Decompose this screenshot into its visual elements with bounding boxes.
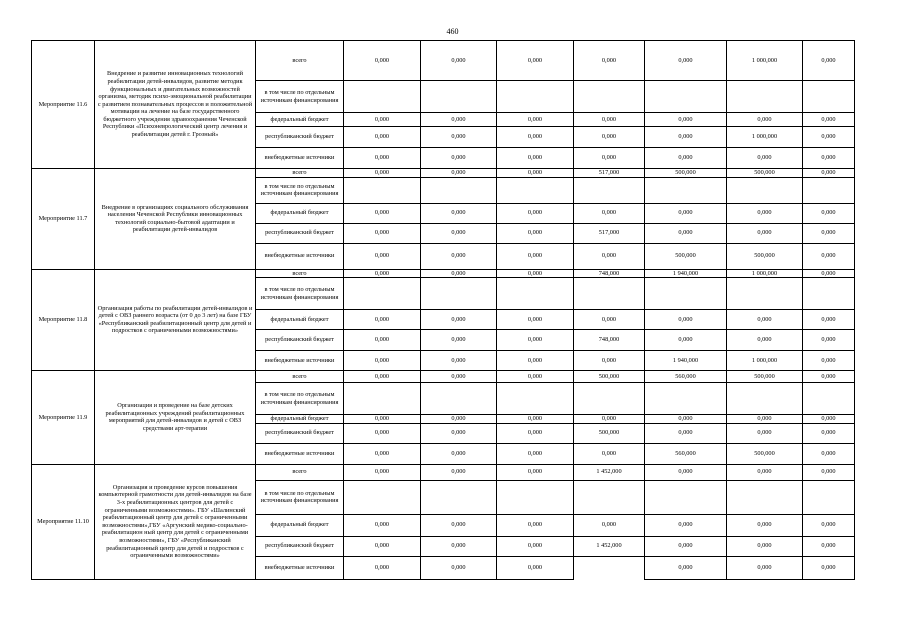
funding-source: внебюджетные источники — [256, 351, 344, 371]
amount-cell: 500,000 — [645, 169, 727, 178]
amount-cell: 500,000 — [727, 371, 803, 383]
amount-cell: 0,000 — [727, 113, 803, 127]
event-code: Мероприятие 11.6 — [32, 41, 95, 169]
amount-cell: 0,000 — [645, 310, 727, 330]
amount-cell: 0,000 — [344, 423, 421, 443]
event-description: Внедрение в организациях социального обслуживания населения Чеченской Республики инновационных технологий социально-бытовой адаптации и реабилитации детей-инвалидов — [95, 169, 256, 270]
amount-cell: 0,000 — [344, 415, 421, 424]
amount-cell — [421, 81, 497, 113]
amount-cell: 0,000 — [497, 464, 574, 480]
amount-cell: 0,000 — [497, 203, 574, 223]
table-row — [32, 41, 855, 81]
amount-cell — [727, 81, 803, 113]
event-description: Организация и проведение на базе детских реабилитационных учреждений реабилитационных мероприятий для детей-инвалидов и детей с ОВЗ средствами арт-терапии — [95, 371, 256, 465]
amount-cell: 0,000 — [645, 127, 727, 148]
amount-cell — [421, 480, 497, 514]
amount-cell — [497, 81, 574, 113]
amount-cell: 0,000 — [803, 223, 855, 243]
amount-cell: 0,000 — [803, 269, 855, 278]
funding-source: всего — [256, 371, 344, 383]
funding-source: республиканский бюджет — [256, 330, 344, 351]
amount-cell: 0,000 — [497, 310, 574, 330]
amount-cell: 0,000 — [344, 243, 421, 269]
amount-cell: 0,000 — [574, 148, 645, 169]
amount-cell: 0,000 — [645, 464, 727, 480]
amount-cell — [727, 278, 803, 310]
amount-cell: 0,000 — [574, 351, 645, 371]
funding-source: федеральный бюджет — [256, 514, 344, 536]
event-code: Мероприятие 11.10 — [32, 464, 95, 579]
amount-cell: 0,000 — [497, 127, 574, 148]
amount-cell: 0,000 — [421, 310, 497, 330]
amount-cell: 1 000,000 — [727, 41, 803, 81]
amount-cell — [344, 81, 421, 113]
amount-cell: 1 000,000 — [727, 269, 803, 278]
amount-cell: 0,000 — [803, 464, 855, 480]
funding-source: федеральный бюджет — [256, 113, 344, 127]
amount-cell: 0,000 — [421, 127, 497, 148]
funding-source: федеральный бюджет — [256, 415, 344, 424]
amount-cell: 0,000 — [803, 556, 855, 579]
amount-cell: 1 000,000 — [727, 351, 803, 371]
amount-cell: 0,000 — [645, 514, 727, 536]
amount-cell — [645, 177, 727, 203]
amount-cell — [497, 278, 574, 310]
amount-cell: 0,000 — [727, 536, 803, 556]
amount-cell: 0,000 — [497, 269, 574, 278]
amount-cell: 0,000 — [497, 113, 574, 127]
amount-cell: 0,000 — [421, 203, 497, 223]
amount-cell: 748,000 — [574, 269, 645, 278]
amount-cell: 0,000 — [344, 269, 421, 278]
amount-cell: 0,000 — [497, 330, 574, 351]
event-description: Внедрение и развитие инновационных технологий реабилитации детей-инвалидов, развитие методик функциональных и двигательных возможностей организма, методик психо-эмоциональной реабилитации с развитием познавательных процессов и положительной мотивации на лечение на базе государственного бюджетного учреждения здравоохранения Чеченской Республики «Психоневрологический центр лечения и реабилитации детей г. Грозный» — [95, 41, 256, 169]
amount-cell: 0,000 — [645, 423, 727, 443]
amount-cell — [645, 81, 727, 113]
amount-cell: 0,000 — [344, 464, 421, 480]
amount-cell: 0,000 — [497, 371, 574, 383]
amount-cell: 0,000 — [803, 243, 855, 269]
amount-cell: 0,000 — [497, 243, 574, 269]
amount-cell: 500,000 — [645, 243, 727, 269]
amount-cell: 0,000 — [344, 223, 421, 243]
amount-cell — [421, 383, 497, 415]
amount-cell — [574, 81, 645, 113]
amount-cell: 0,000 — [574, 113, 645, 127]
amount-cell — [344, 480, 421, 514]
amount-cell — [574, 480, 645, 514]
amount-cell: 0,000 — [727, 415, 803, 424]
amount-cell: 0,000 — [344, 203, 421, 223]
funding-source: в том числе по отдельным источникам финансирования — [256, 383, 344, 415]
funding-source: в том числе по отдельным источникам финансирования — [256, 177, 344, 203]
amount-cell: 0,000 — [421, 514, 497, 536]
amount-cell: 500,000 — [574, 371, 645, 383]
amount-cell — [645, 278, 727, 310]
amount-cell — [344, 383, 421, 415]
amount-cell: 0,000 — [727, 464, 803, 480]
amount-cell: 0,000 — [727, 310, 803, 330]
amount-cell: 0,000 — [803, 514, 855, 536]
amount-cell — [574, 278, 645, 310]
amount-cell: 0,000 — [421, 536, 497, 556]
amount-cell: 0,000 — [344, 351, 421, 371]
amount-cell: 0,000 — [344, 536, 421, 556]
amount-cell: 0,000 — [421, 464, 497, 480]
amount-cell — [727, 480, 803, 514]
amount-cell: 0,000 — [344, 113, 421, 127]
amount-cell — [574, 177, 645, 203]
amount-cell — [344, 177, 421, 203]
amount-cell: 0,000 — [421, 269, 497, 278]
amount-cell: 0,000 — [803, 169, 855, 178]
amount-cell: 0,000 — [574, 514, 645, 536]
amount-cell: 0,000 — [421, 371, 497, 383]
amount-cell: 0,000 — [421, 169, 497, 178]
amount-cell: 0,000 — [727, 330, 803, 351]
amount-cell: 560,000 — [645, 371, 727, 383]
amount-cell: 0,000 — [344, 443, 421, 464]
budget-table-body — [32, 41, 855, 580]
table-row — [32, 464, 855, 480]
amount-cell — [803, 383, 855, 415]
amount-cell: 0,000 — [497, 423, 574, 443]
funding-source: федеральный бюджет — [256, 310, 344, 330]
amount-cell: 0,000 — [421, 556, 497, 579]
amount-cell — [421, 278, 497, 310]
amount-cell: 0,000 — [574, 415, 645, 424]
amount-cell: 0,000 — [497, 41, 574, 81]
amount-cell: 0,000 — [344, 330, 421, 351]
amount-cell: 0,000 — [497, 148, 574, 169]
amount-cell: 0,000 — [803, 203, 855, 223]
funding-source: республиканский бюджет — [256, 127, 344, 148]
funding-source: внебюджетные источники — [256, 556, 344, 579]
amount-cell: 0,000 — [497, 223, 574, 243]
amount-cell: 500,000 — [727, 243, 803, 269]
amount-cell: 0,000 — [497, 415, 574, 424]
funding-source: всего — [256, 464, 344, 480]
amount-cell: 0,000 — [803, 330, 855, 351]
amount-cell: 0,000 — [421, 443, 497, 464]
amount-cell: 0,000 — [645, 556, 727, 579]
amount-cell: 0,000 — [727, 423, 803, 443]
amount-cell: 0,000 — [645, 223, 727, 243]
amount-cell: 0,000 — [803, 415, 855, 424]
event-code: Мероприятие 11.8 — [32, 269, 95, 371]
amount-cell: 0,000 — [645, 330, 727, 351]
amount-cell: 0,000 — [421, 148, 497, 169]
amount-cell: 0,000 — [803, 41, 855, 81]
amount-cell: 1 000,000 — [727, 127, 803, 148]
amount-cell: 1 452,000 — [574, 536, 645, 556]
amount-cell: 0,000 — [645, 113, 727, 127]
amount-cell: 1 940,000 — [645, 269, 727, 278]
funding-source: внебюджетные источники — [256, 148, 344, 169]
table-row — [32, 269, 855, 278]
funding-source: республиканский бюджет — [256, 536, 344, 556]
table-row — [32, 169, 855, 178]
funding-source: в том числе по отдельным источникам финансирования — [256, 81, 344, 113]
amount-cell: 0,000 — [497, 169, 574, 178]
amount-cell: 500,000 — [727, 169, 803, 178]
amount-cell: 1 452,000 — [574, 464, 645, 480]
amount-cell: 0,000 — [803, 536, 855, 556]
amount-cell — [803, 81, 855, 113]
amount-cell: 0,000 — [803, 371, 855, 383]
funding-source: всего — [256, 269, 344, 278]
funding-source: внебюджетные источники — [256, 243, 344, 269]
budget-table — [31, 40, 855, 580]
amount-cell: 0,000 — [421, 41, 497, 81]
amount-cell: 0,000 — [645, 41, 727, 81]
funding-source: внебюджетные источники — [256, 443, 344, 464]
funding-source: в том числе по отдельным источникам финансирования — [256, 480, 344, 514]
funding-source: в том числе по отдельным источникам финансирования — [256, 278, 344, 310]
amount-cell — [645, 480, 727, 514]
amount-cell: 0,000 — [344, 127, 421, 148]
amount-cell — [497, 383, 574, 415]
amount-cell — [574, 383, 645, 415]
amount-cell: 748,000 — [574, 330, 645, 351]
amount-cell: 517,000 — [574, 169, 645, 178]
amount-cell: 0,000 — [803, 113, 855, 127]
amount-cell: 0,000 — [497, 514, 574, 536]
amount-cell: 0,000 — [727, 223, 803, 243]
amount-cell — [497, 177, 574, 203]
amount-cell — [344, 278, 421, 310]
amount-cell — [727, 177, 803, 203]
amount-cell: 0,000 — [421, 415, 497, 424]
amount-cell: 0,000 — [344, 556, 421, 579]
amount-cell: 0,000 — [421, 351, 497, 371]
amount-cell — [574, 556, 645, 579]
amount-cell: 1 940,000 — [645, 351, 727, 371]
funding-source: всего — [256, 41, 344, 81]
amount-cell — [803, 177, 855, 203]
amount-cell — [727, 383, 803, 415]
amount-cell: 0,000 — [727, 514, 803, 536]
table-row — [32, 371, 855, 383]
amount-cell: 0,000 — [497, 351, 574, 371]
amount-cell: 0,000 — [344, 514, 421, 536]
amount-cell: 0,000 — [645, 415, 727, 424]
amount-cell: 517,000 — [574, 223, 645, 243]
page-number: 460 — [446, 27, 459, 36]
amount-cell — [803, 278, 855, 310]
amount-cell: 0,000 — [344, 41, 421, 81]
amount-cell — [497, 480, 574, 514]
event-description: Организация и проведение курсов повышения компьютерной грамотности для детей-инвалидов на базе 3-х реабилитационных центров для детей с ограниченными возможностями». ГБУ «Шалинский реабилитационный центр для детей с ограниченными возможностями»,ГБУ «Аргунский медико-социально-реабилитацион ный центр для детей с ограниченными возможностями», ГБУ «Республиканский реабилитационный центр для детей и подростков с ограниченными возможностями» — [95, 464, 256, 579]
funding-source: федеральный бюджет — [256, 203, 344, 223]
event-description: Организация работы по реабилитации детей-инвалидов и детей с ОВЗ раннего возраста (от 0 до 3 лет) на базе ГБУ «Республиканский реабилитационный центр для детей и подростков с ограниченными возможностями» — [95, 269, 256, 371]
amount-cell: 0,000 — [574, 310, 645, 330]
amount-cell: 0,000 — [344, 169, 421, 178]
amount-cell: 0,000 — [344, 371, 421, 383]
amount-cell: 0,000 — [497, 556, 574, 579]
amount-cell: 0,000 — [421, 243, 497, 269]
amount-cell: 0,000 — [344, 148, 421, 169]
funding-source: республиканский бюджет — [256, 423, 344, 443]
amount-cell — [645, 383, 727, 415]
amount-cell: 0,000 — [803, 148, 855, 169]
amount-cell: 0,000 — [727, 203, 803, 223]
event-code: Мероприятие 11.7 — [32, 169, 95, 270]
amount-cell: 0,000 — [421, 223, 497, 243]
amount-cell: 0,000 — [497, 443, 574, 464]
amount-cell: 0,000 — [574, 41, 645, 81]
amount-cell: 0,000 — [421, 330, 497, 351]
amount-cell: 0,000 — [574, 443, 645, 464]
amount-cell: 0,000 — [645, 536, 727, 556]
amount-cell: 0,000 — [344, 310, 421, 330]
amount-cell: 560,000 — [645, 443, 727, 464]
funding-source: республиканский бюджет — [256, 223, 344, 243]
amount-cell: 500,000 — [727, 443, 803, 464]
amount-cell — [421, 177, 497, 203]
funding-source: всего — [256, 169, 344, 178]
amount-cell: 0,000 — [803, 443, 855, 464]
amount-cell: 0,000 — [574, 127, 645, 148]
amount-cell: 0,000 — [645, 203, 727, 223]
amount-cell: 0,000 — [574, 203, 645, 223]
event-code: Мероприятие 11.9 — [32, 371, 95, 465]
amount-cell: 500,000 — [574, 423, 645, 443]
amount-cell: 0,000 — [421, 113, 497, 127]
amount-cell: 0,000 — [803, 127, 855, 148]
amount-cell: 0,000 — [574, 243, 645, 269]
amount-cell: 0,000 — [803, 423, 855, 443]
amount-cell: 0,000 — [645, 148, 727, 169]
amount-cell: 0,000 — [803, 351, 855, 371]
amount-cell — [803, 480, 855, 514]
amount-cell: 0,000 — [803, 310, 855, 330]
amount-cell: 0,000 — [497, 536, 574, 556]
amount-cell: 0,000 — [727, 148, 803, 169]
amount-cell: 0,000 — [727, 556, 803, 579]
amount-cell: 0,000 — [421, 423, 497, 443]
